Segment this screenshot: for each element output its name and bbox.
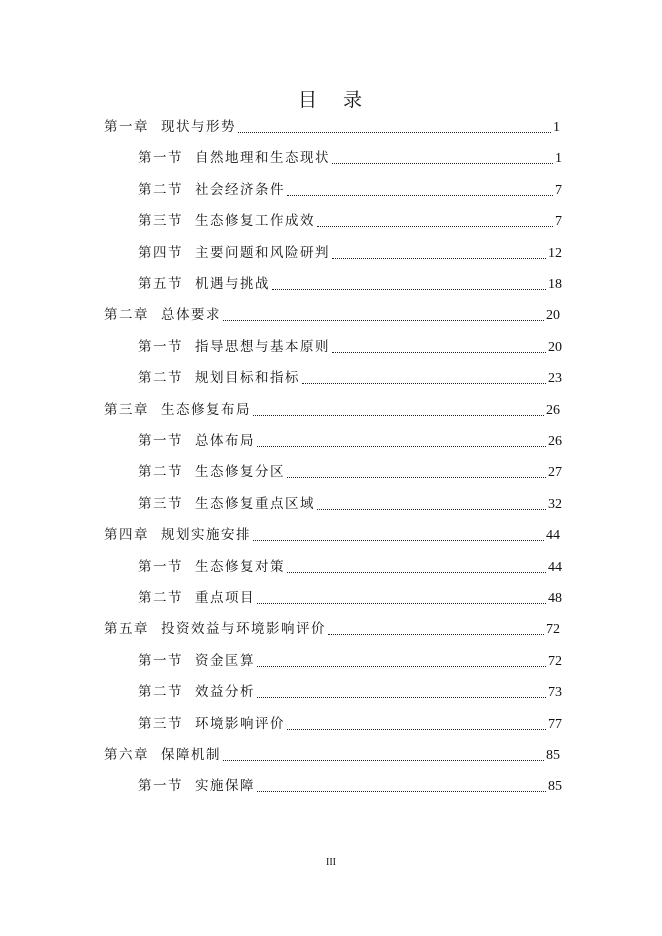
toc-entry-page: 77 (548, 716, 562, 732)
toc-entry-page: 44 (548, 559, 562, 575)
toc-entry-number: 第一节 (138, 433, 183, 449)
toc-section-entry[interactable] (138, 681, 562, 703)
toc-entry-label: 效益分析 (195, 684, 255, 701)
toc-entry-number: 第一章 (104, 119, 149, 135)
toc-entry-page: 72 (546, 622, 560, 638)
toc-entry-label: 社会经济条件 (195, 181, 285, 198)
toc-section-entry[interactable] (138, 367, 562, 389)
toc-entry-number: 第三章 (104, 401, 149, 418)
toc-entry-label: 生态修复对策 (195, 558, 285, 575)
toc-entry-page: 73 (548, 685, 562, 701)
toc-entry-number: 第四节 (138, 244, 183, 261)
dot-leader (253, 415, 544, 416)
toc-chapter-entry[interactable] (104, 116, 560, 138)
page-number: III (326, 857, 336, 868)
dot-leader (238, 132, 551, 133)
toc-entry-page: 85 (546, 748, 560, 763)
dot-leader (257, 603, 546, 604)
toc-entry-page: 85 (548, 779, 562, 795)
toc-entry-label: 机遇与挑战 (195, 276, 270, 292)
toc-entry-number: 第三节 (138, 213, 183, 230)
toc-entry-number: 第一节 (138, 150, 183, 167)
toc-entry-label: 生态修复重点区域 (195, 495, 315, 512)
page-title: 目 录 (297, 89, 373, 111)
toc-entry-page: 27 (548, 465, 562, 481)
toc-entry-number: 第二节 (138, 684, 183, 701)
toc-section-entry[interactable] (138, 587, 562, 609)
dot-leader (287, 729, 546, 730)
toc-entry-label: 自然地理和生态现状 (195, 150, 330, 167)
toc-section-entry[interactable] (138, 210, 562, 232)
dot-leader (257, 697, 546, 698)
toc-section-entry[interactable] (138, 242, 562, 264)
toc-entry-label: 生态修复布局 (161, 401, 251, 418)
dot-leader (257, 791, 546, 792)
toc-entry-number: 第三节 (138, 715, 183, 732)
toc-section-entry[interactable] (138, 273, 562, 295)
toc-entry-number: 第三节 (138, 495, 183, 512)
toc-entry-number: 第一节 (138, 338, 183, 355)
toc-section-entry[interactable] (138, 179, 562, 201)
toc-section-entry[interactable] (138, 650, 562, 672)
toc-entry-page: 32 (548, 496, 562, 512)
toc-section-entry[interactable] (138, 336, 562, 358)
toc-entry-number: 第五章 (104, 621, 149, 638)
toc-section-entry[interactable] (138, 775, 562, 797)
toc-entry-number: 第一节 (138, 778, 183, 795)
toc-chapter-entry[interactable] (104, 618, 560, 640)
toc-entry-page: 48 (548, 591, 562, 606)
toc-chapter-entry[interactable] (104, 304, 560, 326)
toc-section-entry[interactable] (138, 147, 562, 169)
toc-entry-page: 12 (548, 245, 562, 261)
toc-chapter-entry[interactable] (104, 399, 560, 421)
toc-entry-label: 总体布局 (195, 433, 255, 449)
dot-leader (223, 320, 544, 321)
toc-entry-page: 72 (548, 653, 562, 669)
dot-leader (332, 352, 546, 353)
dot-leader (253, 540, 544, 541)
toc-entry-label: 生态修复分区 (195, 464, 285, 481)
toc-entry-page: 26 (548, 434, 562, 449)
toc-section-entry[interactable] (138, 713, 562, 735)
toc-entry-label: 实施保障 (195, 778, 255, 795)
toc-entry-label: 生态修复工作成效 (195, 213, 315, 230)
toc-entry-page: 18 (548, 277, 562, 292)
toc-entry-label: 保障机制 (161, 747, 221, 763)
toc-entry-label: 总体要求 (161, 307, 221, 324)
toc-entry-label: 投资效益与环境影响评价 (161, 621, 326, 638)
dot-leader (302, 383, 546, 384)
toc-entry-number: 第二节 (138, 181, 183, 198)
toc-entry-label: 资金匡算 (195, 652, 255, 669)
dot-leader (257, 666, 546, 667)
toc-entry-label: 重点项目 (195, 590, 255, 606)
toc-entry-page: 7 (555, 214, 562, 230)
toc-entry-label: 规划实施安排 (161, 527, 251, 544)
toc-entry-number: 第二节 (138, 464, 183, 481)
toc-chapter-entry[interactable] (104, 524, 560, 546)
toc-entry-page: 23 (548, 371, 562, 387)
toc-section-entry[interactable] (138, 556, 562, 578)
dot-leader (223, 760, 544, 761)
toc-entry-label: 主要问题和风险研判 (195, 244, 330, 261)
toc-entry-number: 第二章 (104, 307, 149, 324)
toc-chapter-entry[interactable] (104, 744, 560, 766)
toc-entry-number: 第五节 (138, 276, 183, 292)
toc-section-entry[interactable] (138, 430, 562, 452)
toc-entry-page: 1 (555, 151, 562, 167)
dot-leader (317, 509, 546, 510)
toc-entry-page: 26 (546, 402, 560, 418)
toc-entry-label: 指导思想与基本原则 (195, 338, 330, 355)
toc-section-entry[interactable] (138, 461, 562, 483)
dot-leader (287, 195, 553, 196)
dot-leader (272, 289, 546, 290)
toc-entry-number: 第一节 (138, 652, 183, 669)
toc-entry-number: 第四章 (104, 527, 149, 544)
toc-entry-page: 44 (546, 528, 560, 544)
dot-leader (332, 258, 546, 259)
toc-entry-number: 第六章 (104, 747, 149, 763)
toc-entry-number: 第二节 (138, 590, 183, 606)
dot-leader (317, 226, 553, 227)
toc-entry-label: 现状与形势 (161, 119, 236, 135)
dot-leader (332, 163, 553, 164)
toc-entry-label: 规划目标和指标 (195, 370, 300, 387)
dot-leader (257, 446, 546, 447)
dot-leader (328, 634, 544, 635)
toc-entry-page: 1 (553, 120, 560, 135)
toc-entry-page: 20 (546, 308, 560, 324)
toc-section-entry[interactable] (138, 493, 562, 515)
dot-leader (287, 572, 546, 573)
toc-entry-number: 第一节 (138, 558, 183, 575)
dot-leader (287, 477, 546, 478)
toc-entry-label: 环境影响评价 (195, 715, 285, 732)
toc-entry-number: 第二节 (138, 370, 183, 387)
toc-entry-page: 20 (548, 339, 562, 355)
toc-entry-page: 7 (555, 182, 562, 198)
